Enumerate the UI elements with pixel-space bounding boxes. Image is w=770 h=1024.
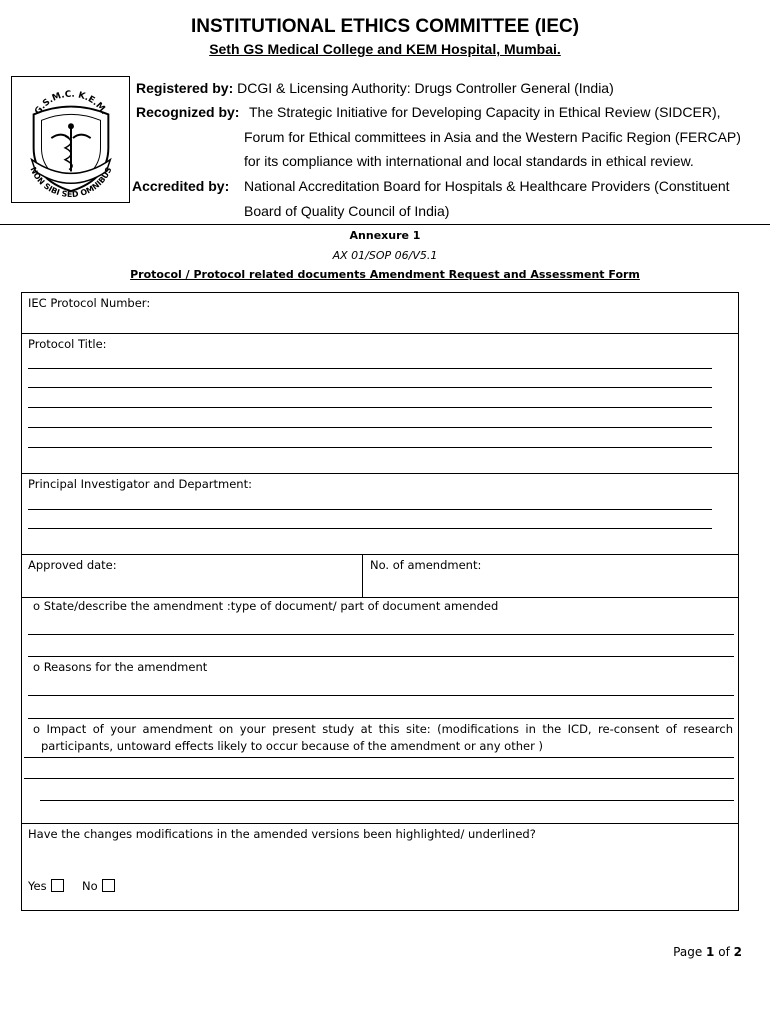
recognized-text-1: The Strategic Initiative for Developing Capacity in Ethical Review (SIDCER),	[249, 104, 721, 120]
header-divider	[0, 224, 770, 225]
reasons-label: o Reasons for the amendment	[33, 660, 208, 674]
pi-label: Principal Investigator and Department:	[28, 477, 252, 491]
highlight-question: Have the changes modifications in the amended versions been highlighted/ underlined?	[28, 827, 536, 841]
protocol-title-line[interactable]	[28, 427, 712, 428]
yes-label: Yes	[28, 879, 47, 893]
page-prefix: Page	[673, 945, 703, 959]
section-divider	[22, 823, 738, 824]
protocol-title-line[interactable]	[28, 407, 712, 408]
protocol-title-line[interactable]	[28, 387, 712, 388]
page-total: 2	[733, 945, 742, 959]
reasons-line[interactable]	[28, 718, 734, 719]
page-current: 1	[706, 945, 715, 959]
no-checkbox[interactable]	[102, 879, 115, 892]
column-divider	[362, 555, 363, 597]
yes-checkbox[interactable]	[51, 879, 64, 892]
amendment-number-label[interactable]: No. of amendment:	[370, 558, 482, 572]
institution-logo	[11, 76, 130, 203]
describe-line[interactable]	[28, 634, 734, 635]
pi-line[interactable]	[28, 528, 712, 529]
protocol-title-line[interactable]	[28, 368, 712, 369]
crest-icon	[12, 77, 129, 202]
recognized-text-2: Forum for Ethical committees in Asia and the Western Pacific Region (FERCAP)	[244, 129, 741, 145]
document-code: AX 01/SOP 06/V5.1	[332, 249, 438, 262]
no-option[interactable]	[82, 879, 115, 893]
page-number	[673, 945, 742, 959]
describe-line[interactable]	[28, 656, 734, 657]
registered-by-line	[136, 76, 614, 101]
impact-line[interactable]	[24, 757, 734, 758]
impact-line[interactable]	[24, 778, 734, 779]
describe-amendment-label: o State/describe the amendment :type of document/ part of document amended	[33, 599, 499, 613]
pi-line[interactable]	[28, 509, 712, 510]
principal-investigator-row[interactable]	[22, 474, 738, 555]
protocol-title-row[interactable]	[22, 334, 738, 474]
yes-option[interactable]	[28, 879, 64, 893]
date-amendment-row	[22, 555, 738, 598]
annexure-label: Annexure 1	[349, 229, 421, 242]
accredited-text-1: National Accreditation Board for Hospitals & Healthcare Providers (Constituent	[244, 178, 730, 194]
institution-subtitle: Seth GS Medical College and KEM Hospital, Mumbai.	[209, 41, 561, 57]
approved-date-label[interactable]: Approved date:	[28, 558, 117, 572]
no-label: No	[82, 879, 98, 893]
impact-label-line2: participants, untoward effects likely to occur because of the amendment or any other )	[41, 739, 543, 753]
page-title: INSTITUTIONAL ETHICS COMMITTEE (IEC)	[190, 16, 580, 37]
protocol-number-row	[22, 293, 738, 334]
page-of: of	[718, 945, 730, 959]
recognized-label: Recognized by:	[136, 104, 240, 120]
recognized-text-3: for its compliance with international and local standards in ethical review.	[244, 153, 694, 169]
amendment-form	[21, 292, 739, 911]
protocol-title-label: Protocol Title:	[28, 337, 107, 351]
accredited-by-line	[132, 174, 229, 199]
accredited-label: Accredited by:	[132, 178, 230, 194]
accredited-text-2: Board of Quality Council of India)	[244, 203, 450, 219]
protocol-number-label: IEC Protocol Number:	[28, 296, 151, 310]
logo-top-text: G.S.M.C. K.E.M.	[33, 89, 109, 117]
protocol-title-line[interactable]	[28, 447, 712, 448]
logo-motto-text: NON SIBI SED OMNIBUS	[28, 165, 114, 200]
registered-label: Registered by:	[136, 80, 234, 96]
impact-line[interactable]	[40, 800, 734, 801]
recognized-by-line	[136, 100, 239, 125]
form-title: Protocol / Protocol related documents Amendment Request and Assessment Form	[130, 268, 640, 281]
impact-label-line1: o Impact of your amendment on your present study at this site: (modifications in the ICD, re-consent of research	[33, 722, 733, 736]
reasons-line[interactable]	[28, 695, 734, 696]
registered-text: DCGI & Licensing Authority: Drugs Controller General (India)	[237, 80, 614, 96]
